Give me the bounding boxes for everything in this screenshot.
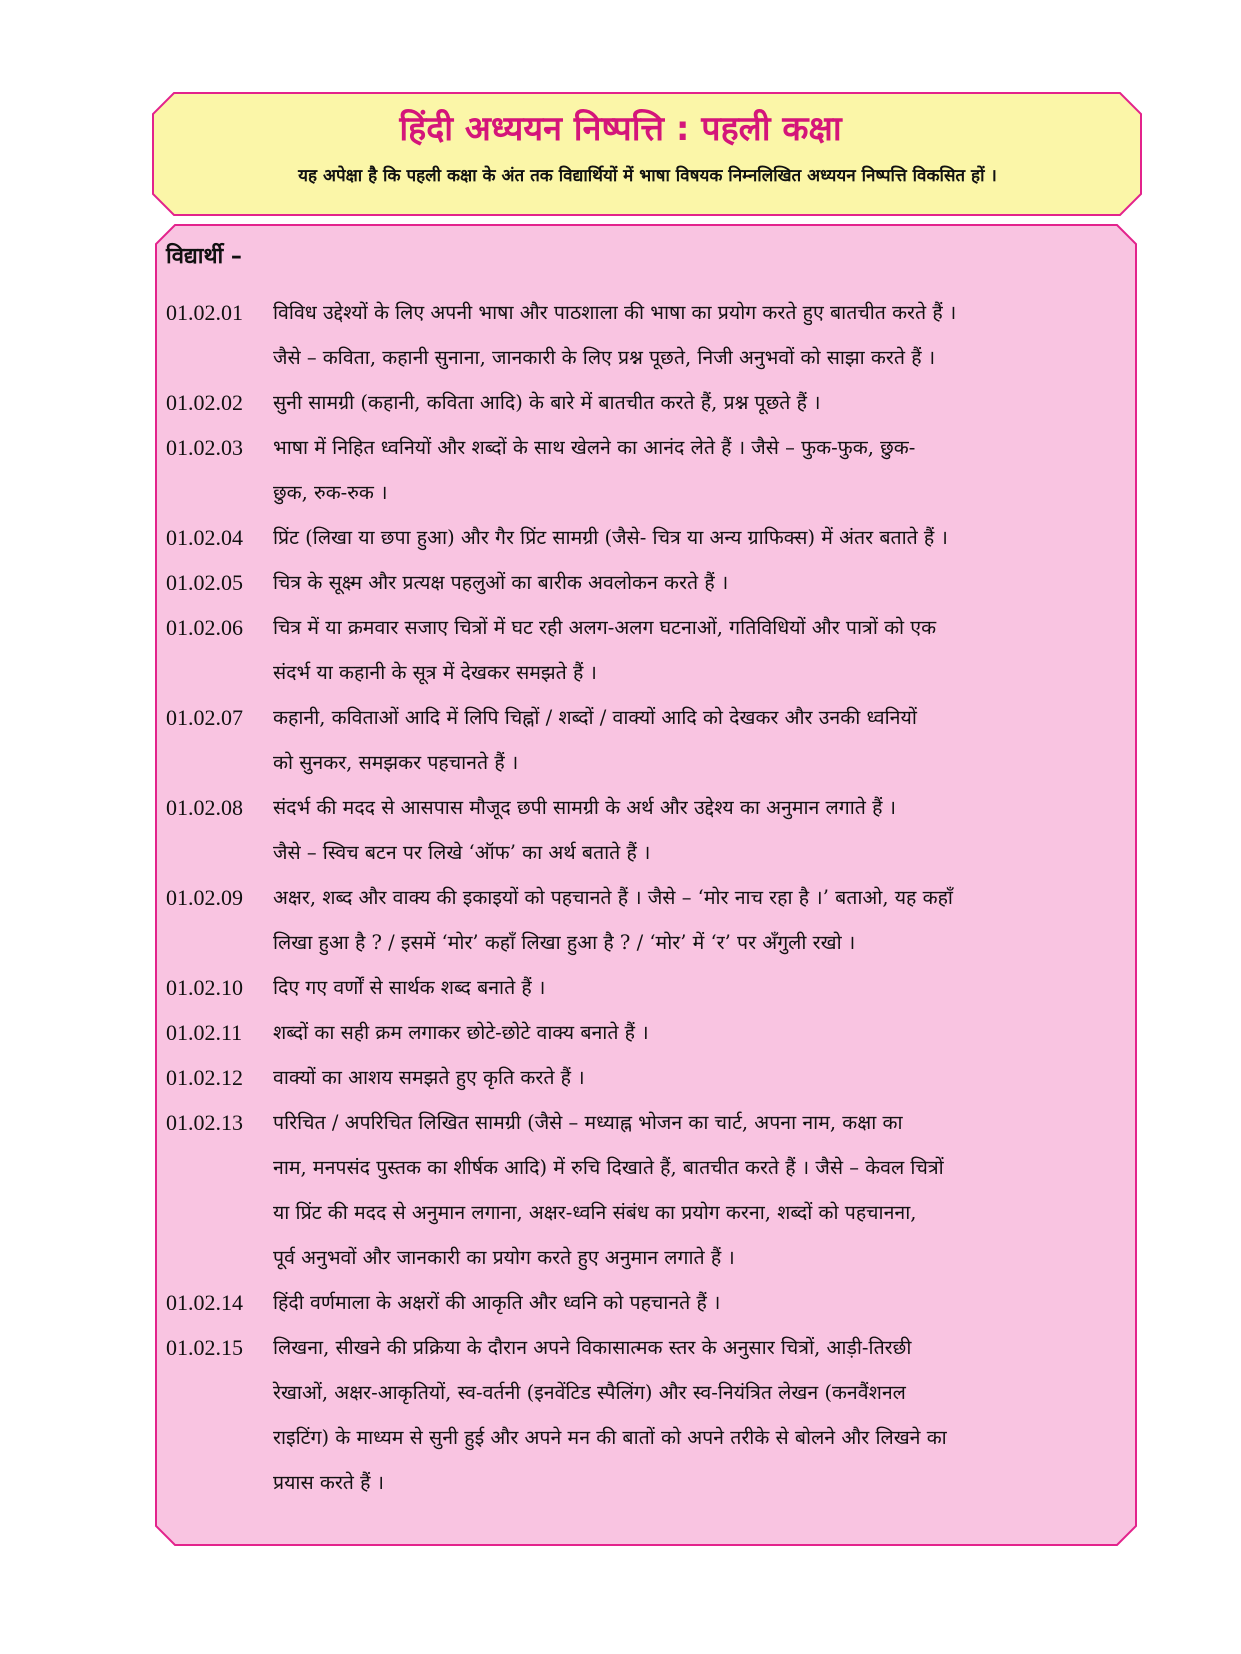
outcome-code: 01.02.03 bbox=[166, 435, 243, 460]
outcome-text: लिखना, सीखने की प्रक्रिया के दौरान अपने विकासात्मक स्तर के अनुसार चित्रों, आड़ी-तिरछी रेखाओं, अक्षर-आकृतियों, स्व-वर्तनी (इनवेंटिड स्पैलिंग) और स्व-नियंत्रित लेखन (कनवैंशनल राइटिंग) के माध्यम से सुनी हुई और अपने मन की बातों को अपने तरीके से बोलने और लिखने का प्रयास करते हैं । bbox=[273, 1336, 947, 1494]
outcome-text: परिचित / अपरिचित लिखित सामग्री (जैसे – मध्याह्न भोजन का चार्ट, अपना नाम, कक्षा का नाम, मनपसंद पुस्तक का शीर्षक आदि) में रुचि दिखाते हैं, बातचीत करते हैं । जैसे – केवल चित्रों या प्रिंट की मदद से अनुमान लगाना, अक्षर-ध्वनि संबंध का प्रयोग करना, शब्दों को पहचानना, पूर्व अनुभवों और जानकारी का प्रयोग करते हुए अनुमान लगाते हैं । bbox=[273, 1111, 944, 1269]
outcome-code: 01.02.13 bbox=[166, 1110, 243, 1135]
outcome-code: 01.02.14 bbox=[166, 1290, 243, 1315]
outcome-code: 01.02.01 bbox=[166, 300, 243, 325]
page-subtitle: यह अपेक्षा है कि पहली कक्षा के अंत तक विद्यार्थियों में भाषा विषयक निम्नलिखित अध्ययन निष्पत्ति विकसित हों । bbox=[298, 166, 997, 186]
outcome-text: चित्र में या क्रमवार सजाए चित्रों में घट रही अलग-अलग घटनाओं, गतिविधियों और पात्रों को एक संदर्भ या कहानी के सूत्र में देखकर समझते हैं । bbox=[273, 616, 937, 684]
list-item bbox=[166, 785, 1128, 875]
lead-text: विद्यार्थी – bbox=[166, 244, 242, 269]
outcome-text: कहानी, कविताओं आदि में लिपि चिह्नों / शब्दों / वाक्यों आदि को देखकर और उनकी ध्वनियों को सुनकर, समझकर पहचानते हैं । bbox=[273, 706, 917, 774]
list-item bbox=[166, 695, 1128, 785]
outcome-code: 01.02.06 bbox=[166, 615, 243, 640]
list-item bbox=[166, 1010, 1128, 1055]
list-item bbox=[166, 1100, 1128, 1280]
outcome-code: 01.02.07 bbox=[166, 705, 243, 730]
list-item bbox=[166, 875, 1128, 965]
outcome-code: 01.02.12 bbox=[166, 1065, 243, 1090]
list-item bbox=[166, 1280, 1128, 1325]
outcome-code: 01.02.11 bbox=[166, 1020, 243, 1045]
outcome-text: प्रिंट (लिखा या छपा हुआ) और गैर प्रिंट सामग्री (जैसे- चित्र या अन्य ग्राफिक्स) में अंतर बताते हैं । bbox=[273, 526, 948, 549]
list-item bbox=[166, 515, 1128, 560]
outcome-text: सुनी सामग्री (कहानी, कविता आदि) के बारे में बातचीत करते हैं, प्रश्न पूछते हैं । bbox=[273, 391, 821, 414]
outcome-text: संदर्भ की मदद से आसपास मौजूद छपी सामग्री के अर्थ और उद्देश्य का अनुमान लगाते हैं । जैसे – स्विच बटन पर लिखे ‘ऑफ’ का अर्थ बताते हैं । bbox=[273, 796, 897, 864]
page-title: हिंदी अध्ययन निष्पत्ति : पहली कक्षा bbox=[399, 109, 842, 149]
outcome-text: हिंदी वर्णमाला के अक्षरों की आकृति और ध्वनि को पहचानते हैं । bbox=[273, 1291, 721, 1314]
list-item bbox=[166, 380, 1128, 425]
list-item bbox=[166, 965, 1128, 1010]
outcome-code: 01.02.08 bbox=[166, 795, 243, 820]
outcome-code: 01.02.02 bbox=[166, 390, 243, 415]
outcome-text: विविध उद्देश्यों के लिए अपनी भाषा और पाठशाला की भाषा का प्रयोग करते हुए बातचीत करते हैं । जैसे – कविता, कहानी सुनाना, जानकारी के लिए प्रश्न पूछते, निजी अनुभवों को साझा करते हैं । bbox=[273, 301, 957, 369]
list-item bbox=[166, 425, 1128, 515]
outcome-code: 01.02.15 bbox=[166, 1335, 243, 1360]
outcome-code: 01.02.10 bbox=[166, 975, 243, 1000]
list-item bbox=[166, 1325, 1128, 1505]
list-item bbox=[166, 560, 1128, 605]
list-item bbox=[166, 290, 1128, 380]
outcome-text: वाक्यों का आशय समझते हुए कृति करते हैं । bbox=[273, 1066, 585, 1089]
outcome-text: अक्षर, शब्द और वाक्य की इकाइयों को पहचानते हैं । जैसे – ‘मोर नाच रहा है ।’ बताओ, यह कहाँ लिखा हुआ है ? / इसमें ‘मोर’ कहाँ लिखा हुआ है ? / ‘मोर’ में ‘र’ पर अँगुली रखो । bbox=[273, 886, 953, 954]
outcome-text: दिए गए वर्णों से सार्थक शब्द बनाते हैं । bbox=[273, 976, 546, 999]
outcome-text: शब्दों का सही क्रम लगाकर छोटे-छोटे वाक्य बनाते हैं । bbox=[273, 1021, 649, 1044]
outcome-text: चित्र के सूक्ष्म और प्रत्यक्ष पहलुओं का बारीक अवलोकन करते हैं । bbox=[273, 571, 729, 594]
outcome-code: 01.02.05 bbox=[166, 570, 243, 595]
outcome-text: भाषा में निहित ध्वनियों और शब्दों के साथ खेलने का आनंद लेते हैं । जैसे – फुक-फुक, छुक- छुक, रुक-रुक । bbox=[273, 436, 916, 504]
list-item bbox=[166, 605, 1128, 695]
outcome-list bbox=[166, 290, 1128, 1505]
outcome-code: 01.02.04 bbox=[166, 525, 243, 550]
outcome-code: 01.02.09 bbox=[166, 885, 243, 910]
list-item bbox=[166, 1055, 1128, 1100]
